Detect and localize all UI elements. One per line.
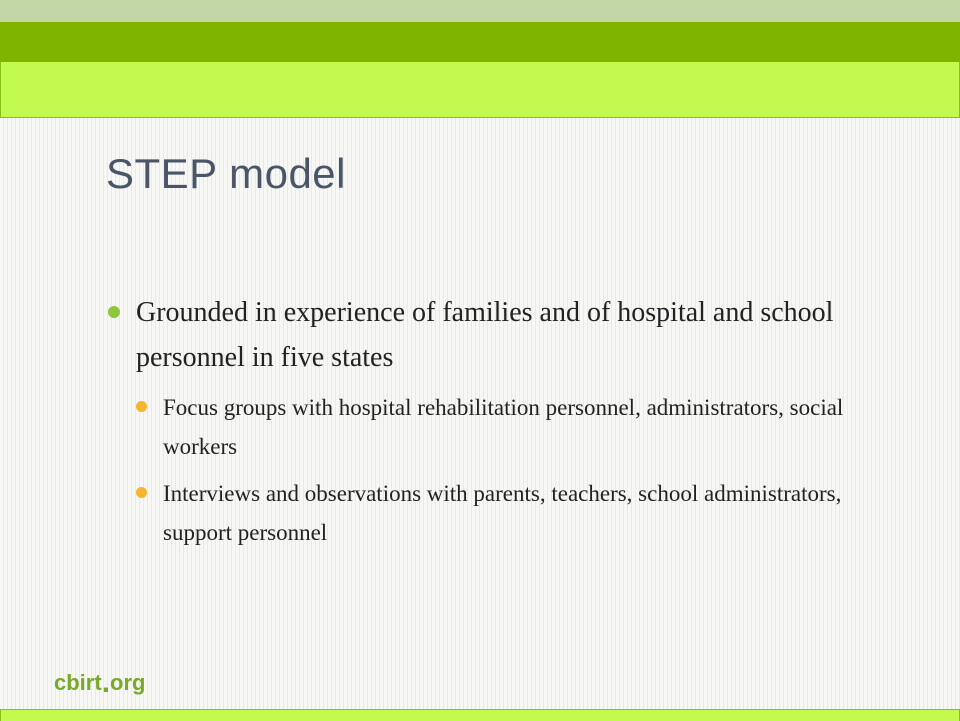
bullet-text: Grounded in experience of families and of hospital and school personnel in five states <box>136 297 834 373</box>
footer-logo <box>54 664 145 698</box>
logo-tld-text: org <box>110 670 146 695</box>
sub-bullet-text: Focus groups with hospital rehabilitation personnel, administrators, social workers <box>163 395 844 459</box>
bullet-dot-icon <box>108 306 120 318</box>
footer-band <box>0 709 960 721</box>
sub-bullet-text: Interviews and observations with parents, teachers, school administrators, support personnel <box>163 481 842 545</box>
bullet-item <box>108 290 908 380</box>
logo-dot: . <box>101 666 111 699</box>
sub-bullet-item <box>136 388 908 466</box>
sub-bullet-item <box>136 474 908 552</box>
sub-bullet-dot-icon <box>136 401 147 412</box>
header-top-strip <box>0 0 960 22</box>
header-accent-bar <box>0 22 960 62</box>
logo-main-text: cbirt <box>54 670 102 695</box>
sub-bullet-dot-icon <box>136 487 147 498</box>
header-band <box>0 62 960 118</box>
slide-title: STEP model <box>106 150 346 197</box>
slide-content <box>108 290 908 552</box>
